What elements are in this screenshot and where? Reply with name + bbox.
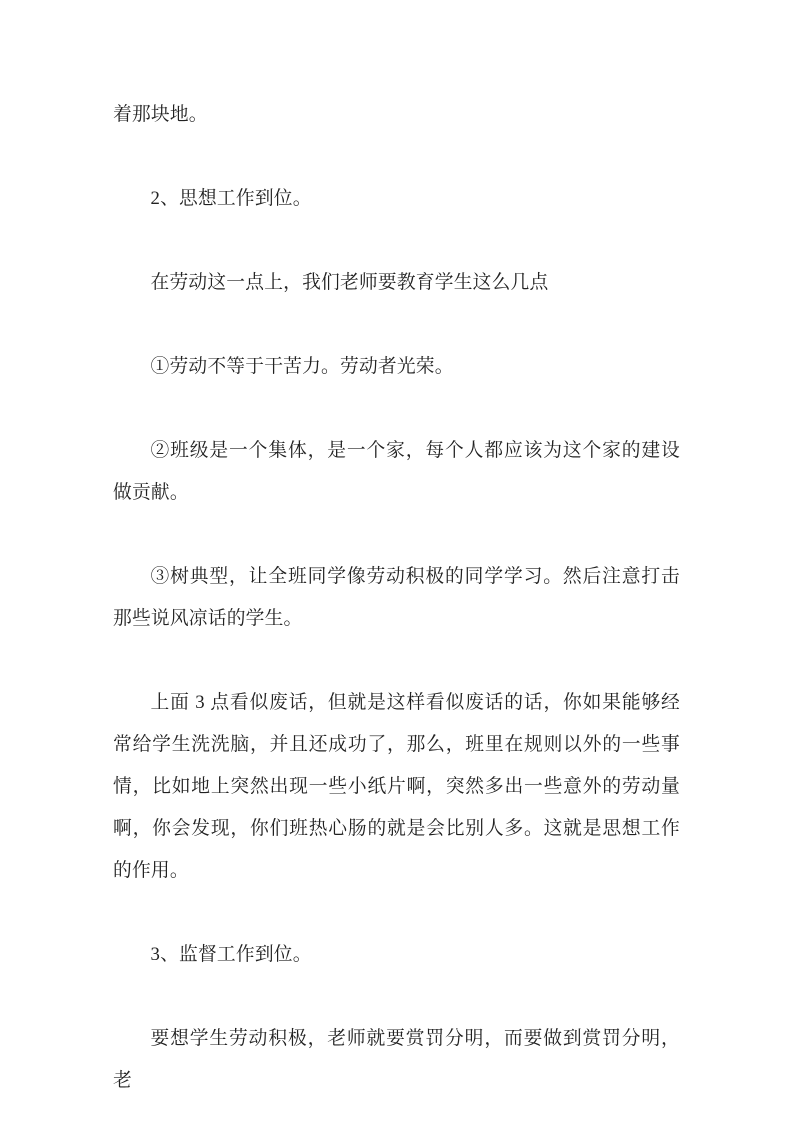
heading-item-2: 2、思想工作到位。 bbox=[150, 188, 312, 209]
paragraph-summary: 上面 3 点看似废话，但就是这样看似废话的话，你如果能够经常给学生洗洗脑，并且还成功了，那么，班里在规则以外的一些事情，比如地上突然出现一些小纸片啊，突然多出一些意外的劳动量啊，你会发现，你们班热心肠的就是会比别人多。这就是思想工作的作用。 bbox=[113, 692, 680, 881]
list-item-circled-3: ③树典型，让全班同学像劳动积极的同学学习。然后注意打击那些说风凉话的学生。 bbox=[113, 566, 680, 629]
document-body bbox=[113, 94, 680, 1102]
list-item-circled-2: ②班级是一个集体，是一个家，每个人都应该为这个家的建设做贡献。 bbox=[113, 440, 680, 503]
paragraph-cutoff: 要想学生劳动积极，老师就要赏罚分明，而要做到赏罚分明，老 bbox=[113, 1028, 680, 1091]
heading-item-3: 3、监督工作到位。 bbox=[150, 944, 312, 965]
paragraph-intro: 在劳动这一点上，我们老师要教育学生这么几点 bbox=[150, 272, 549, 293]
paragraph-continuation: 着那块地。 bbox=[113, 104, 208, 125]
list-item-circled-1: ①劳动不等于干苦力。劳动者光荣。 bbox=[150, 356, 454, 377]
